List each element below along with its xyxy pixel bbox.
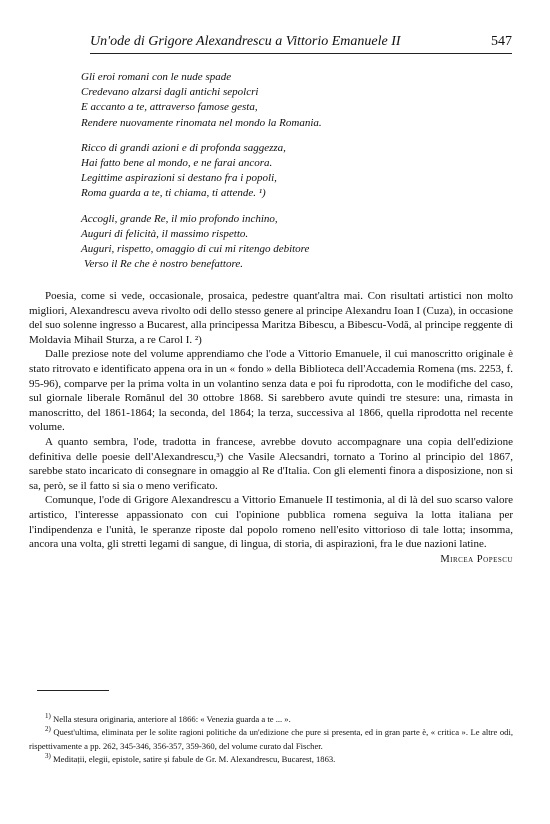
- footnote: [29, 753, 513, 766]
- poem-verse: Verso il Re che è nostro benefattore.: [84, 258, 243, 271]
- poem-stanza: [81, 141, 381, 202]
- page-number: 547: [491, 34, 512, 49]
- footnote-mark: 2): [45, 725, 51, 734]
- body-paragraph: Dalle preziose note del volume apprendiamo che l'ode a Vittorio Emanuele, il cui manoscritto originale è stato ritrovato e identificato appena ora in un « fondo » della Biblioteca dell'Accademia Romena (ms. 2253, f. 95-96), comparve per la prima volta in un volantino senza data e poi fu riprodotta, con le modifiche del caso, sul giornale liberale Românul del 30 ottobre 1868. Si sarebbero avute quindi tre stesure: una, rimasta in manoscritto, del 1861-1864; la seconda, del 1864; la terza, successiva al 1866, quella riprodotta nel recente volume.: [29, 348, 513, 434]
- author-signature: Mircea Popescu: [440, 553, 513, 565]
- poem-verse: Roma guarda a te, ti chiama, ti attende. ¹): [81, 187, 266, 200]
- footnote: [29, 713, 513, 726]
- poem-verse: Ricco di grandi azioni e di profonda saggezza,: [81, 141, 286, 154]
- poem-stanza: [81, 70, 381, 131]
- footnote-mark: 3): [45, 752, 51, 761]
- footnotes: [29, 713, 513, 767]
- poem-verse: Legittime aspirazioni si destano fra i popoli,: [81, 172, 277, 185]
- footnote: [29, 726, 513, 753]
- poem-block: [81, 70, 381, 282]
- poem-verse: E accanto a te, attraverso famose gesta,: [81, 101, 258, 114]
- page-header: [90, 33, 512, 54]
- poem-verse: Auguri di felicità, il massimo rispetto.: [81, 227, 249, 240]
- running-title: Un'ode di Grigore Alexandrescu a Vittorio Emanuele II: [90, 34, 401, 49]
- footnote-text: Quest'ultima, eliminata per le solite ragioni politiche da un'edizione che pure si presenta, ed in gran parte è, « critica ». Le altre odi, rispettivamente a pp. 262, 345-346, 356-357, 359-360, del volume curato dal Fischer.: [29, 727, 513, 751]
- body-paragraph: Comunque, l'ode di Grigore Alexandrescu a Vittorio Emanuele II testimonia, al di là del suo scarso valore artistico, l'interesse appassionato con cui l'opinione pubblica romena seguiva la lotta italiana per l'indipendenza e l'unità, le speranze riposte dal popolo romeno nell'esito vittorioso di tale lotta; insomma, ancora una volta, gli stretti legami di sangue, di lingua, di storia, di aspirazioni, fra le due nazioni latine.: [29, 494, 513, 551]
- poem-stanza: [81, 212, 381, 273]
- poem-verse: Hai fatto bene al mondo, e ne farai ancora.: [81, 157, 273, 170]
- body-paragraph: A quanto sembra, l'ode, tradotta in francese, avrebbe dovuto accompagnare una copia dell'edizione definitiva delle poesie dell'Alexandrescu,³) che Vasile Alecsandri, tornato a Torino al principio del 1867, sarebbe stato incaricato di consegnare in omaggio al Re d'Italia. Con gli elementi finora a disposizione, non si sa, però, se il fatto si sia o meno verificato.: [29, 435, 513, 492]
- footnote-text: Meditații, elegii, epistole, satire și fabule de Gr. M. Alexandrescu, Bucarest, 1863.: [53, 754, 336, 765]
- body-paragraph: Poesia, come si vede, occasionale, prosaica, pedestre quant'altra mai. Con risultati artistici non molto migliori, Alexandrescu aveva rivolto odi dello stesso genere al principe Alexandru Ioan I (Cuza), in occasione del suo solenne ingresso a Bucarest, alla principessa Maritza Bibescu, a Bibescu-Vodă, al principe reggente di Moldavia Mihail Sturza, a re Carol I. ²): [29, 290, 513, 346]
- poem-verse: Auguri, rispetto, omaggio di cui mi ritengo debitore: [81, 243, 310, 256]
- poem-verse: Accogli, grande Re, il mio profondo inchino,: [81, 212, 278, 225]
- footnote-text: Nella stesura originaria, anteriore al 1866: « Venezia guarda a te ... ».: [53, 714, 291, 724]
- poem-verse: Gli eroi romani con le nude spade: [81, 71, 232, 83]
- article-body: [29, 289, 513, 565]
- poem-verse: Credevano alzarsi dagli antichi sepolcri: [81, 86, 259, 99]
- poem-verse: Rendere nuovamente rinomata nel mondo la Romania.: [81, 116, 322, 129]
- footnote-mark: 1): [45, 712, 51, 721]
- footnote-divider: [37, 690, 109, 691]
